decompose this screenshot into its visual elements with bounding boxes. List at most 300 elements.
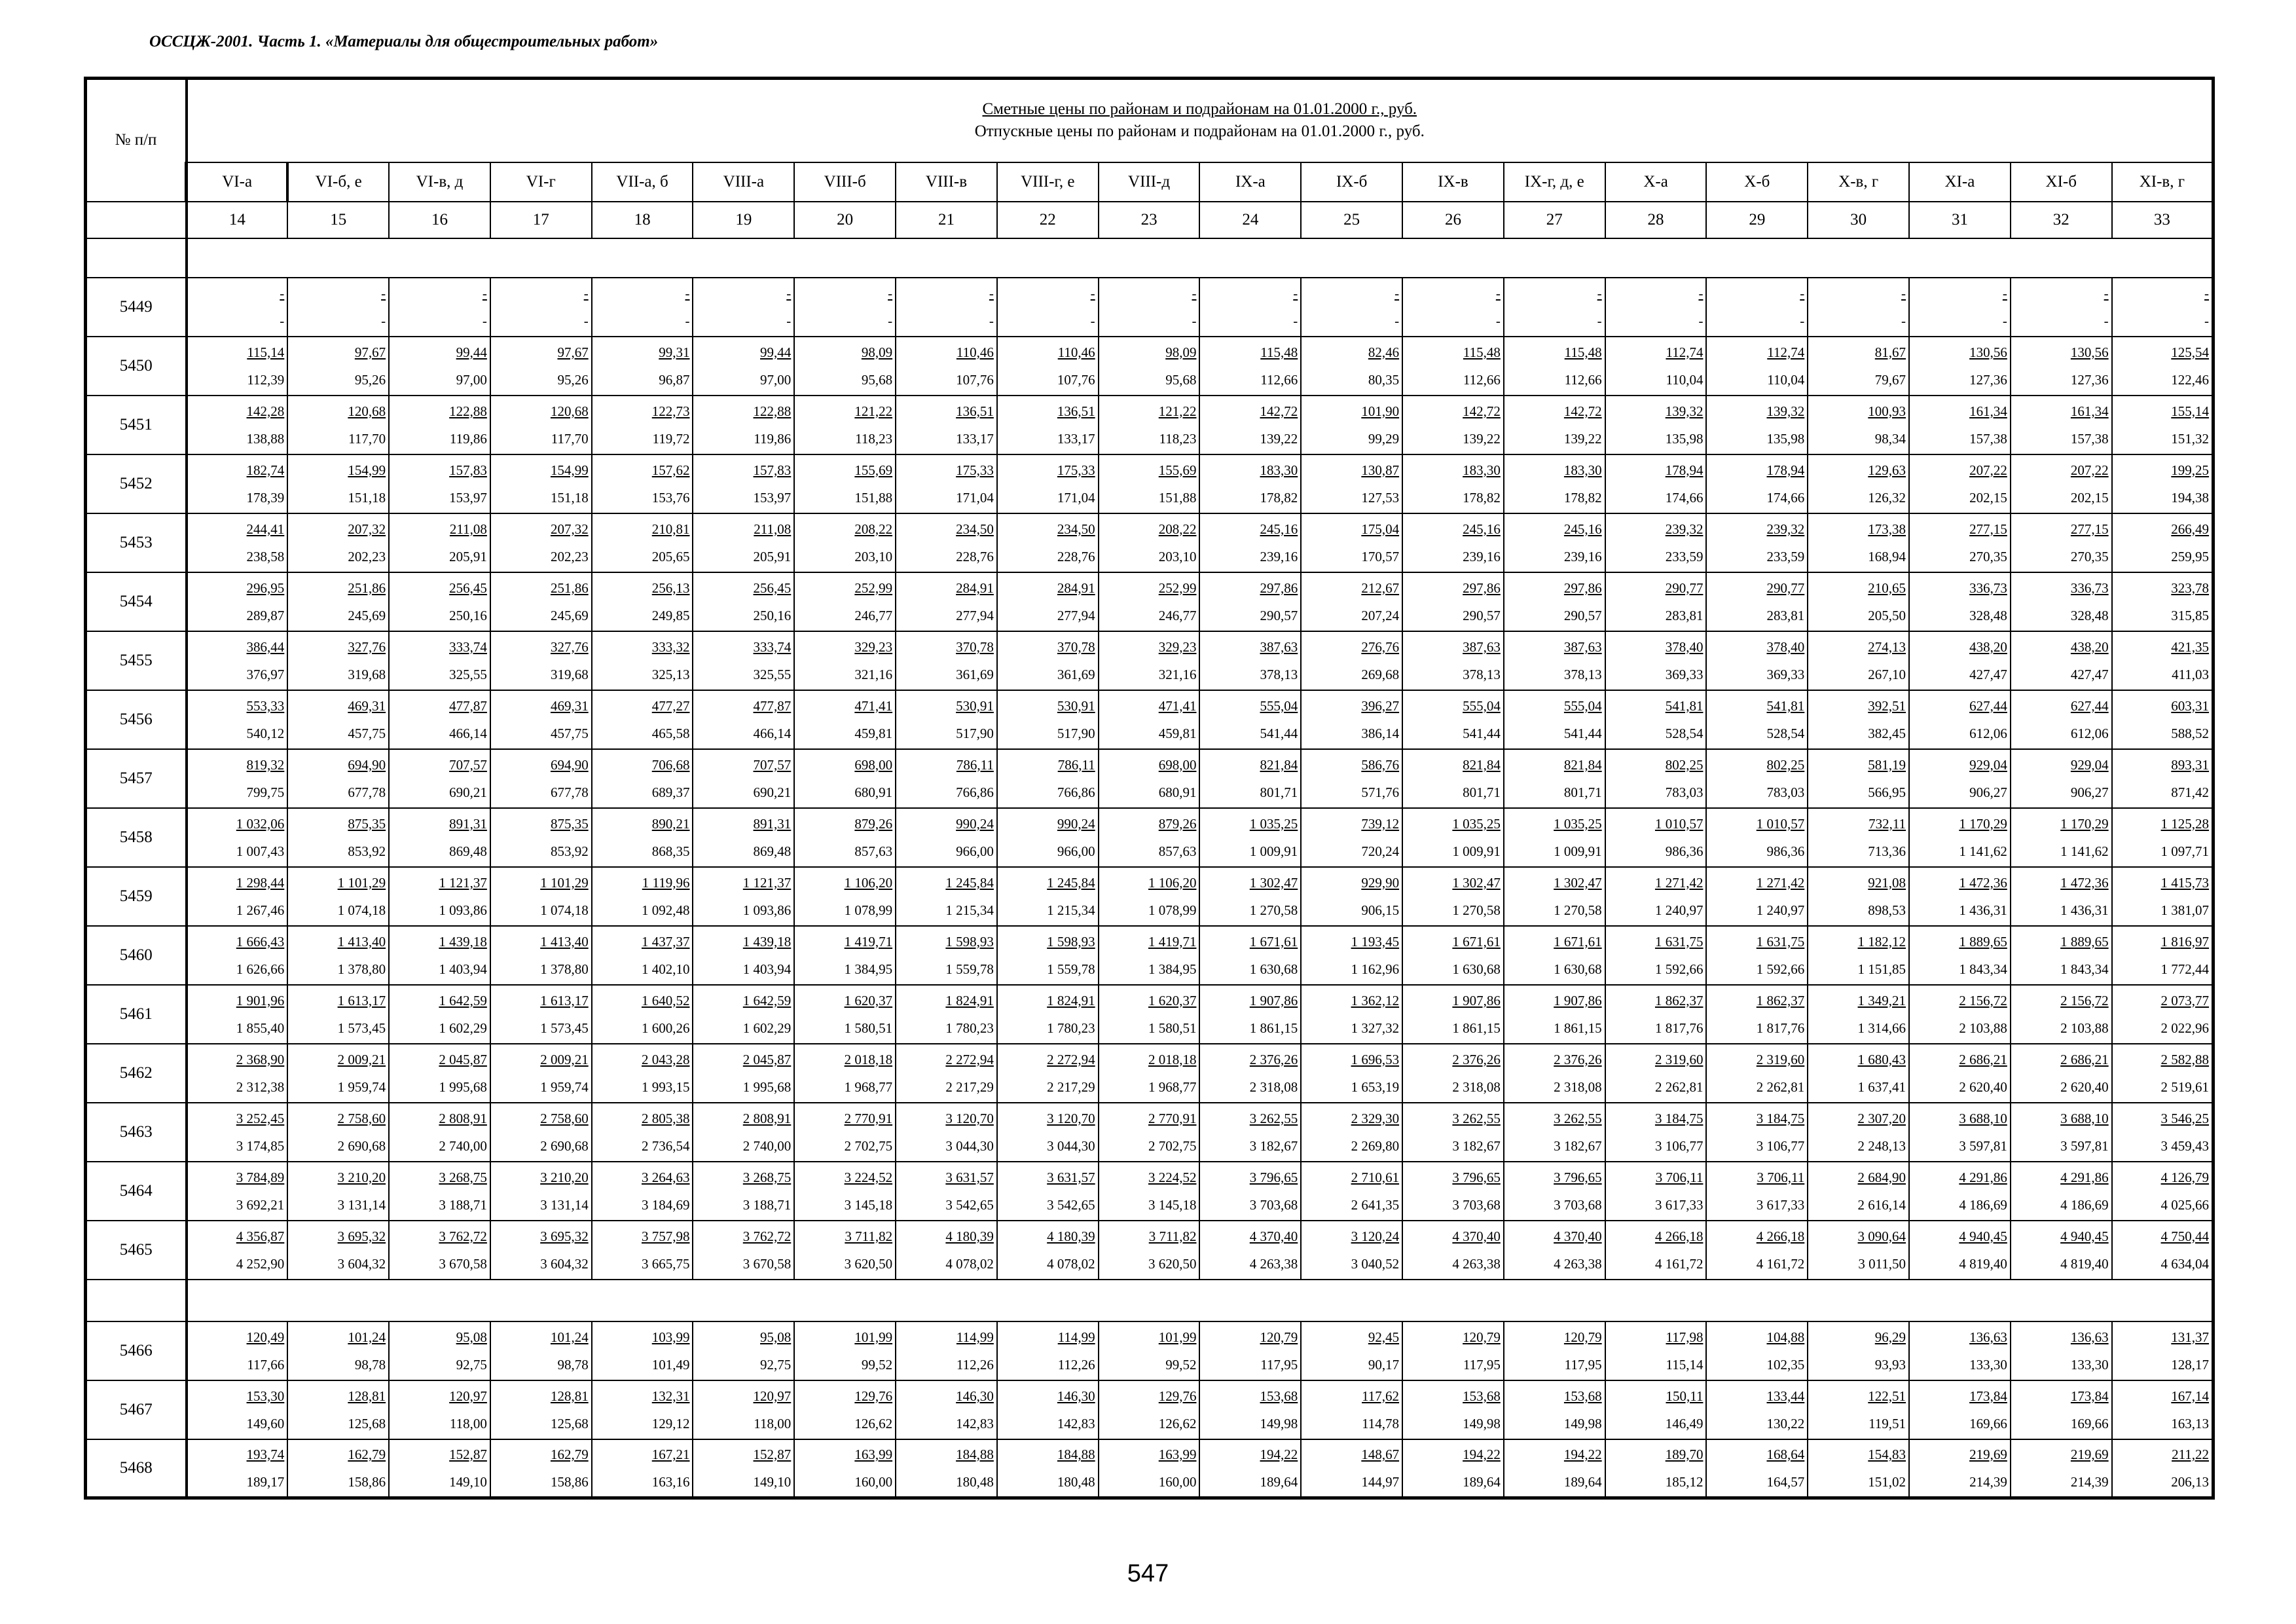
price-pair [1200,515,1300,570]
price-pair [288,928,388,983]
price-pair [1099,339,1199,394]
release-price: 3 182,67 [1249,1137,1298,1154]
price-pair [2011,869,2111,924]
release-price: 110,04 [1666,371,1704,388]
estimate-price: - [2204,285,2210,301]
release-price: 3 044,30 [945,1137,994,1154]
estimate-price: 2 319,60 [1654,1051,1704,1067]
release-price: 3 106,77 [1654,1137,1704,1154]
region-header: VIII-а [693,162,794,202]
estimate-price: 336,73 [1969,580,2007,596]
price-pair [998,1046,1098,1101]
estimate-price: 161,34 [1969,403,2007,419]
price-cell [896,1380,997,1439]
price-pair [390,397,490,452]
release-price: 151,88 [854,489,893,506]
table-row [86,690,2214,749]
release-price: 194,38 [2171,489,2210,506]
estimate-price: 98,09 [861,344,893,360]
price-pair [1200,810,1300,865]
estimate-price: 146,30 [956,1388,994,1404]
estimate-price: 3 184,75 [1756,1110,1805,1126]
table-row [86,1439,2214,1498]
price-pair [1808,1323,1908,1378]
price-cell [794,1321,896,1380]
table-row [86,631,2214,690]
price-pair [998,751,1098,806]
estimate-price: 530,91 [1057,697,1095,714]
estimate-price: 2 009,21 [337,1051,386,1067]
price-cell [794,631,896,690]
release-price: 869,48 [449,843,487,859]
price-pair [1099,280,1199,335]
price-cell [1402,337,1504,396]
price-cell [896,1103,997,1162]
estimate-price: 1 439,18 [439,933,487,950]
estimate-price: 153,68 [1563,1388,1602,1404]
price-pair [2113,456,2212,511]
estimate-price: 1 170,29 [1959,815,2007,832]
release-price: 1 436,31 [1959,902,2007,918]
price-cell [1199,1380,1301,1439]
price-pair [1099,1105,1199,1160]
price-cell [592,867,693,926]
price-pair [1200,1105,1300,1160]
estimate-price: 421,35 [2171,638,2210,655]
price-pair [2011,810,2111,865]
release-price: 205,65 [651,548,690,564]
release-price: 361,69 [956,666,994,682]
price-cell [1301,513,1402,572]
price-cell [1808,337,1909,396]
column-number: 21 [896,202,997,238]
separator-cell-left [86,1280,187,1321]
price-pair [1910,751,2010,806]
price-cell [287,1162,389,1221]
column-number: 26 [1402,202,1504,238]
estimate-price: 3 784,89 [236,1169,285,1185]
price-pair [1403,456,1503,511]
price-cell [389,278,490,337]
estimate-price: 386,44 [246,638,285,655]
price-pair [795,928,895,983]
estimate-price: 245,16 [1260,521,1298,537]
price-cell [794,690,896,749]
price-cell [1402,1162,1504,1221]
price-cell [1199,749,1301,808]
estimate-price: 175,33 [956,462,994,478]
price-pair [1504,397,1605,452]
estimate-price: 990,24 [1057,815,1095,832]
estimate-price: 1 613,17 [337,992,386,1008]
estimate-price: 1 907,86 [1249,992,1298,1008]
estimate-price: 2 156,72 [2060,992,2109,1008]
price-cell [1199,572,1301,631]
estimate-price: 3 120,70 [945,1110,994,1126]
estimate-price: 97,67 [354,344,386,360]
price-cell [1402,1103,1504,1162]
price-pair [1808,339,1908,394]
estimate-price: 296,95 [246,580,285,596]
price-pair [1099,456,1199,511]
price-pair [998,1105,1098,1160]
estimate-price: 4 266,18 [1654,1228,1704,1244]
price-pair [188,280,287,335]
estimate-price: 1 620,37 [844,992,893,1008]
release-price: 2 641,35 [1351,1196,1400,1213]
release-price: 325,55 [449,666,487,682]
price-pair [491,1046,591,1101]
release-price: 160,00 [1158,1473,1197,1490]
price-pair [1504,1223,1605,1278]
estimate-price: 2 045,87 [742,1051,792,1067]
price-cell [490,1162,592,1221]
release-price: 1 959,74 [337,1079,386,1095]
price-pair [288,810,388,865]
estimate-price: 184,88 [956,1446,994,1462]
estimate-price: 152,87 [449,1446,487,1462]
estimate-price: 245,16 [1563,521,1602,537]
release-price: 107,76 [1057,371,1095,388]
estimate-price: 1 642,59 [742,992,792,1008]
release-price: 2 022,96 [2160,1020,2210,1036]
price-pair [1606,339,1706,394]
estimate-price: 139,32 [1766,403,1805,419]
release-price: 151,18 [550,489,589,506]
price-cell [2112,1162,2214,1221]
price-cell [794,808,896,867]
row-number: 5452 [86,454,187,513]
price-cell [2112,1103,2214,1162]
price-cell [2112,867,2214,926]
release-price: 4 025,66 [2160,1196,2210,1213]
price-pair [1099,574,1199,629]
price-pair [1302,1223,1402,1278]
price-cell [2011,749,2112,808]
section-separator-row [86,1280,2214,1321]
release-price: 2 217,29 [945,1079,994,1095]
release-price: 541,44 [1563,725,1602,741]
estimate-price: 541,81 [1665,697,1704,714]
release-price: 1 270,58 [1452,902,1501,918]
release-price: - [1293,312,1298,329]
price-pair [2011,1382,2111,1437]
estimate-price: 112,74 [1666,344,1704,360]
price-cell [1199,396,1301,454]
price-pair [1504,1105,1605,1160]
price-cell [1605,808,1707,867]
release-price: 1 772,44 [2160,961,2210,977]
estimate-price: 120,79 [1563,1329,1602,1345]
price-cell [1706,396,1808,454]
release-price: 125,68 [550,1415,589,1431]
price-pair [1099,869,1199,924]
release-price: 3 597,81 [2060,1137,2109,1154]
price-cell [187,985,288,1044]
row-number: 5466 [86,1321,187,1380]
price-cell [1808,808,1909,867]
estimate-price: 3 546,25 [2160,1110,2210,1126]
price-pair [188,1441,287,1496]
release-price: 157,38 [2070,430,2109,447]
price-cell [1099,278,1200,337]
price-pair [1200,280,1300,335]
release-price: 178,82 [1463,489,1501,506]
estimate-price: 698,00 [854,756,893,773]
estimate-price: 277,15 [1969,521,2007,537]
price-cell [389,572,490,631]
price-pair [288,456,388,511]
price-cell [1099,749,1200,808]
price-pair [1099,1323,1199,1378]
release-price: 713,36 [1868,843,1906,859]
release-price: 1 162,96 [1351,961,1400,977]
price-pair [592,397,693,452]
release-price: 259,95 [2171,548,2210,564]
release-price: 4 819,40 [2060,1255,2109,1272]
price-cell [1504,808,1605,867]
release-price: 566,95 [1868,784,1906,800]
estimate-price: 2 043,28 [641,1051,690,1067]
price-pair [2113,692,2212,747]
price-pair [795,397,895,452]
price-cell [1909,1321,2011,1380]
release-price: 151,02 [1868,1473,1906,1490]
row-number: 5459 [86,867,187,926]
estimate-price: 125,54 [2171,344,2210,360]
price-cell [287,690,389,749]
release-price: 1 653,19 [1351,1079,1400,1095]
price-pair [1606,928,1706,983]
price-pair [1403,633,1503,688]
price-cell [794,278,896,337]
release-price: 3 145,18 [844,1196,893,1213]
estimate-price: 1 298,44 [236,874,285,891]
price-cell [794,1103,896,1162]
release-price: 1 995,68 [742,1079,792,1095]
price-cell [1504,1380,1605,1439]
release-price: 267,10 [1868,666,1906,682]
price-pair [1606,1046,1706,1101]
estimate-price: 1 696,53 [1351,1051,1400,1067]
price-pair [188,810,287,865]
release-price: 206,13 [2171,1473,2210,1490]
release-price: 189,17 [246,1473,285,1490]
price-cell [794,337,896,396]
estimate-price: 2 808,91 [439,1110,487,1126]
release-price: 270,35 [2070,548,2109,564]
price-pair [896,397,996,452]
release-price: 2 269,80 [1351,1137,1400,1154]
estimate-price: 1 121,37 [439,874,487,891]
price-pair [2113,928,2212,983]
price-cell [1909,926,2011,985]
column-number: 22 [997,202,1099,238]
estimate-price: 183,30 [1260,462,1298,478]
price-cell [2112,985,2214,1044]
price-pair [1302,1382,1402,1437]
price-cell [693,572,794,631]
price-pair [1707,1223,1807,1278]
price-pair [491,574,591,629]
release-price: 178,39 [246,489,285,506]
estimate-price: 2 376,26 [1249,1051,1298,1067]
release-price: 203,10 [854,548,893,564]
price-cell [1504,690,1605,749]
table-row [86,337,2214,396]
release-price: 119,72 [652,430,690,447]
price-cell [592,1439,693,1498]
price-pair [693,456,793,511]
price-cell [1099,1044,1200,1103]
estimate-price: 98,09 [1165,344,1197,360]
price-pair [1808,1382,1908,1437]
price-cell [1808,985,1909,1044]
estimate-price: 1 349,21 [1857,992,1906,1008]
release-price: 90,17 [1368,1356,1400,1373]
price-pair [1302,456,1402,511]
release-price: 115,14 [1666,1356,1704,1373]
estimate-price: 3 224,52 [844,1169,893,1185]
release-price: 245,69 [550,607,589,623]
price-pair [1504,456,1605,511]
release-price: 540,12 [246,725,285,741]
price-table [84,77,2215,1500]
price-cell [2011,1221,2112,1280]
price-pair [1099,1382,1199,1437]
release-price: 174,66 [1665,489,1704,506]
estimate-price: 1 680,43 [1857,1051,1906,1067]
release-price: 92,75 [760,1356,792,1373]
estimate-price: - [1293,285,1298,301]
price-cell [287,749,389,808]
estimate-price: - [2104,285,2109,301]
price-pair [288,1223,388,1278]
release-price: 720,24 [1361,843,1400,859]
price-cell [490,337,592,396]
release-price: 118,23 [1159,430,1197,447]
price-cell [490,985,592,1044]
price-pair [1910,456,2010,511]
estimate-price: 122,73 [651,403,690,419]
price-pair [896,869,996,924]
release-price: 2 262,81 [1654,1079,1704,1095]
price-cell [997,1380,1099,1439]
release-price: 376,97 [246,666,285,682]
price-pair [1910,397,2010,452]
price-pair [188,397,287,452]
price-cell [1605,926,1707,985]
estimate-price: 139,32 [1665,403,1704,419]
price-pair [896,515,996,570]
estimate-price: 3 796,65 [1249,1169,1298,1185]
price-cell [794,1044,896,1103]
price-pair [2011,1046,2111,1101]
price-cell [1909,690,2011,749]
release-price: 2 702,75 [1148,1137,1197,1154]
price-cell [1099,454,1200,513]
price-cell [693,749,794,808]
price-cell [1909,808,2011,867]
price-pair [288,1105,388,1160]
estimate-price: 2 272,94 [1047,1051,1095,1067]
price-pair [1808,987,1908,1042]
estimate-price: 477,87 [753,697,792,714]
price-pair [188,751,287,806]
price-pair [390,751,490,806]
estimate-price: 2 770,91 [844,1110,893,1126]
price-pair [491,928,591,983]
price-pair [2113,987,2212,1042]
release-price: 1 078,99 [1148,902,1197,918]
price-cell [1909,337,2011,396]
release-price: 3 131,14 [540,1196,589,1213]
estimate-price: 694,90 [348,756,386,773]
release-price: 99,52 [861,1356,893,1373]
price-cell [693,1321,794,1380]
caption-release-prices: Отпускные цены по районам и подрайонам на 01.01.2000 г., руб. [974,122,1425,141]
price-pair [998,515,1098,570]
estimate-price: 95,08 [760,1329,792,1345]
estimate-price: 530,91 [956,697,994,714]
price-cell [1199,513,1301,572]
price-cell [1605,985,1707,1044]
estimate-price: 136,51 [1057,403,1095,419]
release-price: 3 542,65 [945,1196,994,1213]
price-cell [997,631,1099,690]
release-price: 107,76 [956,371,994,388]
region-header-row [86,162,2214,202]
price-pair [693,1046,793,1101]
release-price: 249,85 [651,607,690,623]
table-row [86,1044,2214,1103]
estimate-price: 211,22 [2172,1446,2210,1462]
release-price: 766,86 [1057,784,1095,800]
estimate-price: 219,69 [2070,1446,2109,1462]
price-pair [896,928,996,983]
estimate-price: 120,68 [550,403,589,419]
estimate-price: 1 862,37 [1654,992,1704,1008]
release-price: 3 182,67 [1452,1137,1501,1154]
price-pair [693,1223,793,1278]
price-cell [2112,631,2214,690]
price-pair [491,1105,591,1160]
estimate-price: 891,31 [449,815,487,832]
price-cell [490,690,592,749]
price-cell [592,1044,693,1103]
release-price: 2 519,61 [2160,1079,2210,1095]
release-price: 321,16 [1158,666,1197,682]
estimate-price: 1 889,65 [2060,933,2109,950]
price-pair [2011,1323,2111,1378]
region-header: VIII-б [794,162,896,202]
price-cell [1706,867,1808,926]
price-cell [287,572,389,631]
price-cell [794,1221,896,1280]
price-cell [1909,396,2011,454]
price-pair [1403,1046,1503,1101]
release-price: 126,62 [1158,1415,1197,1431]
estimate-price: 120,68 [348,403,386,419]
estimate-price: 1 182,12 [1857,933,1906,950]
price-pair [1504,1441,1605,1496]
price-cell [1605,513,1707,572]
release-price: 245,69 [348,607,386,623]
estimate-price: 122,88 [449,403,487,419]
estimate-price: 3 711,82 [1148,1228,1197,1244]
price-pair [693,1382,793,1437]
price-pair [2113,869,2212,924]
